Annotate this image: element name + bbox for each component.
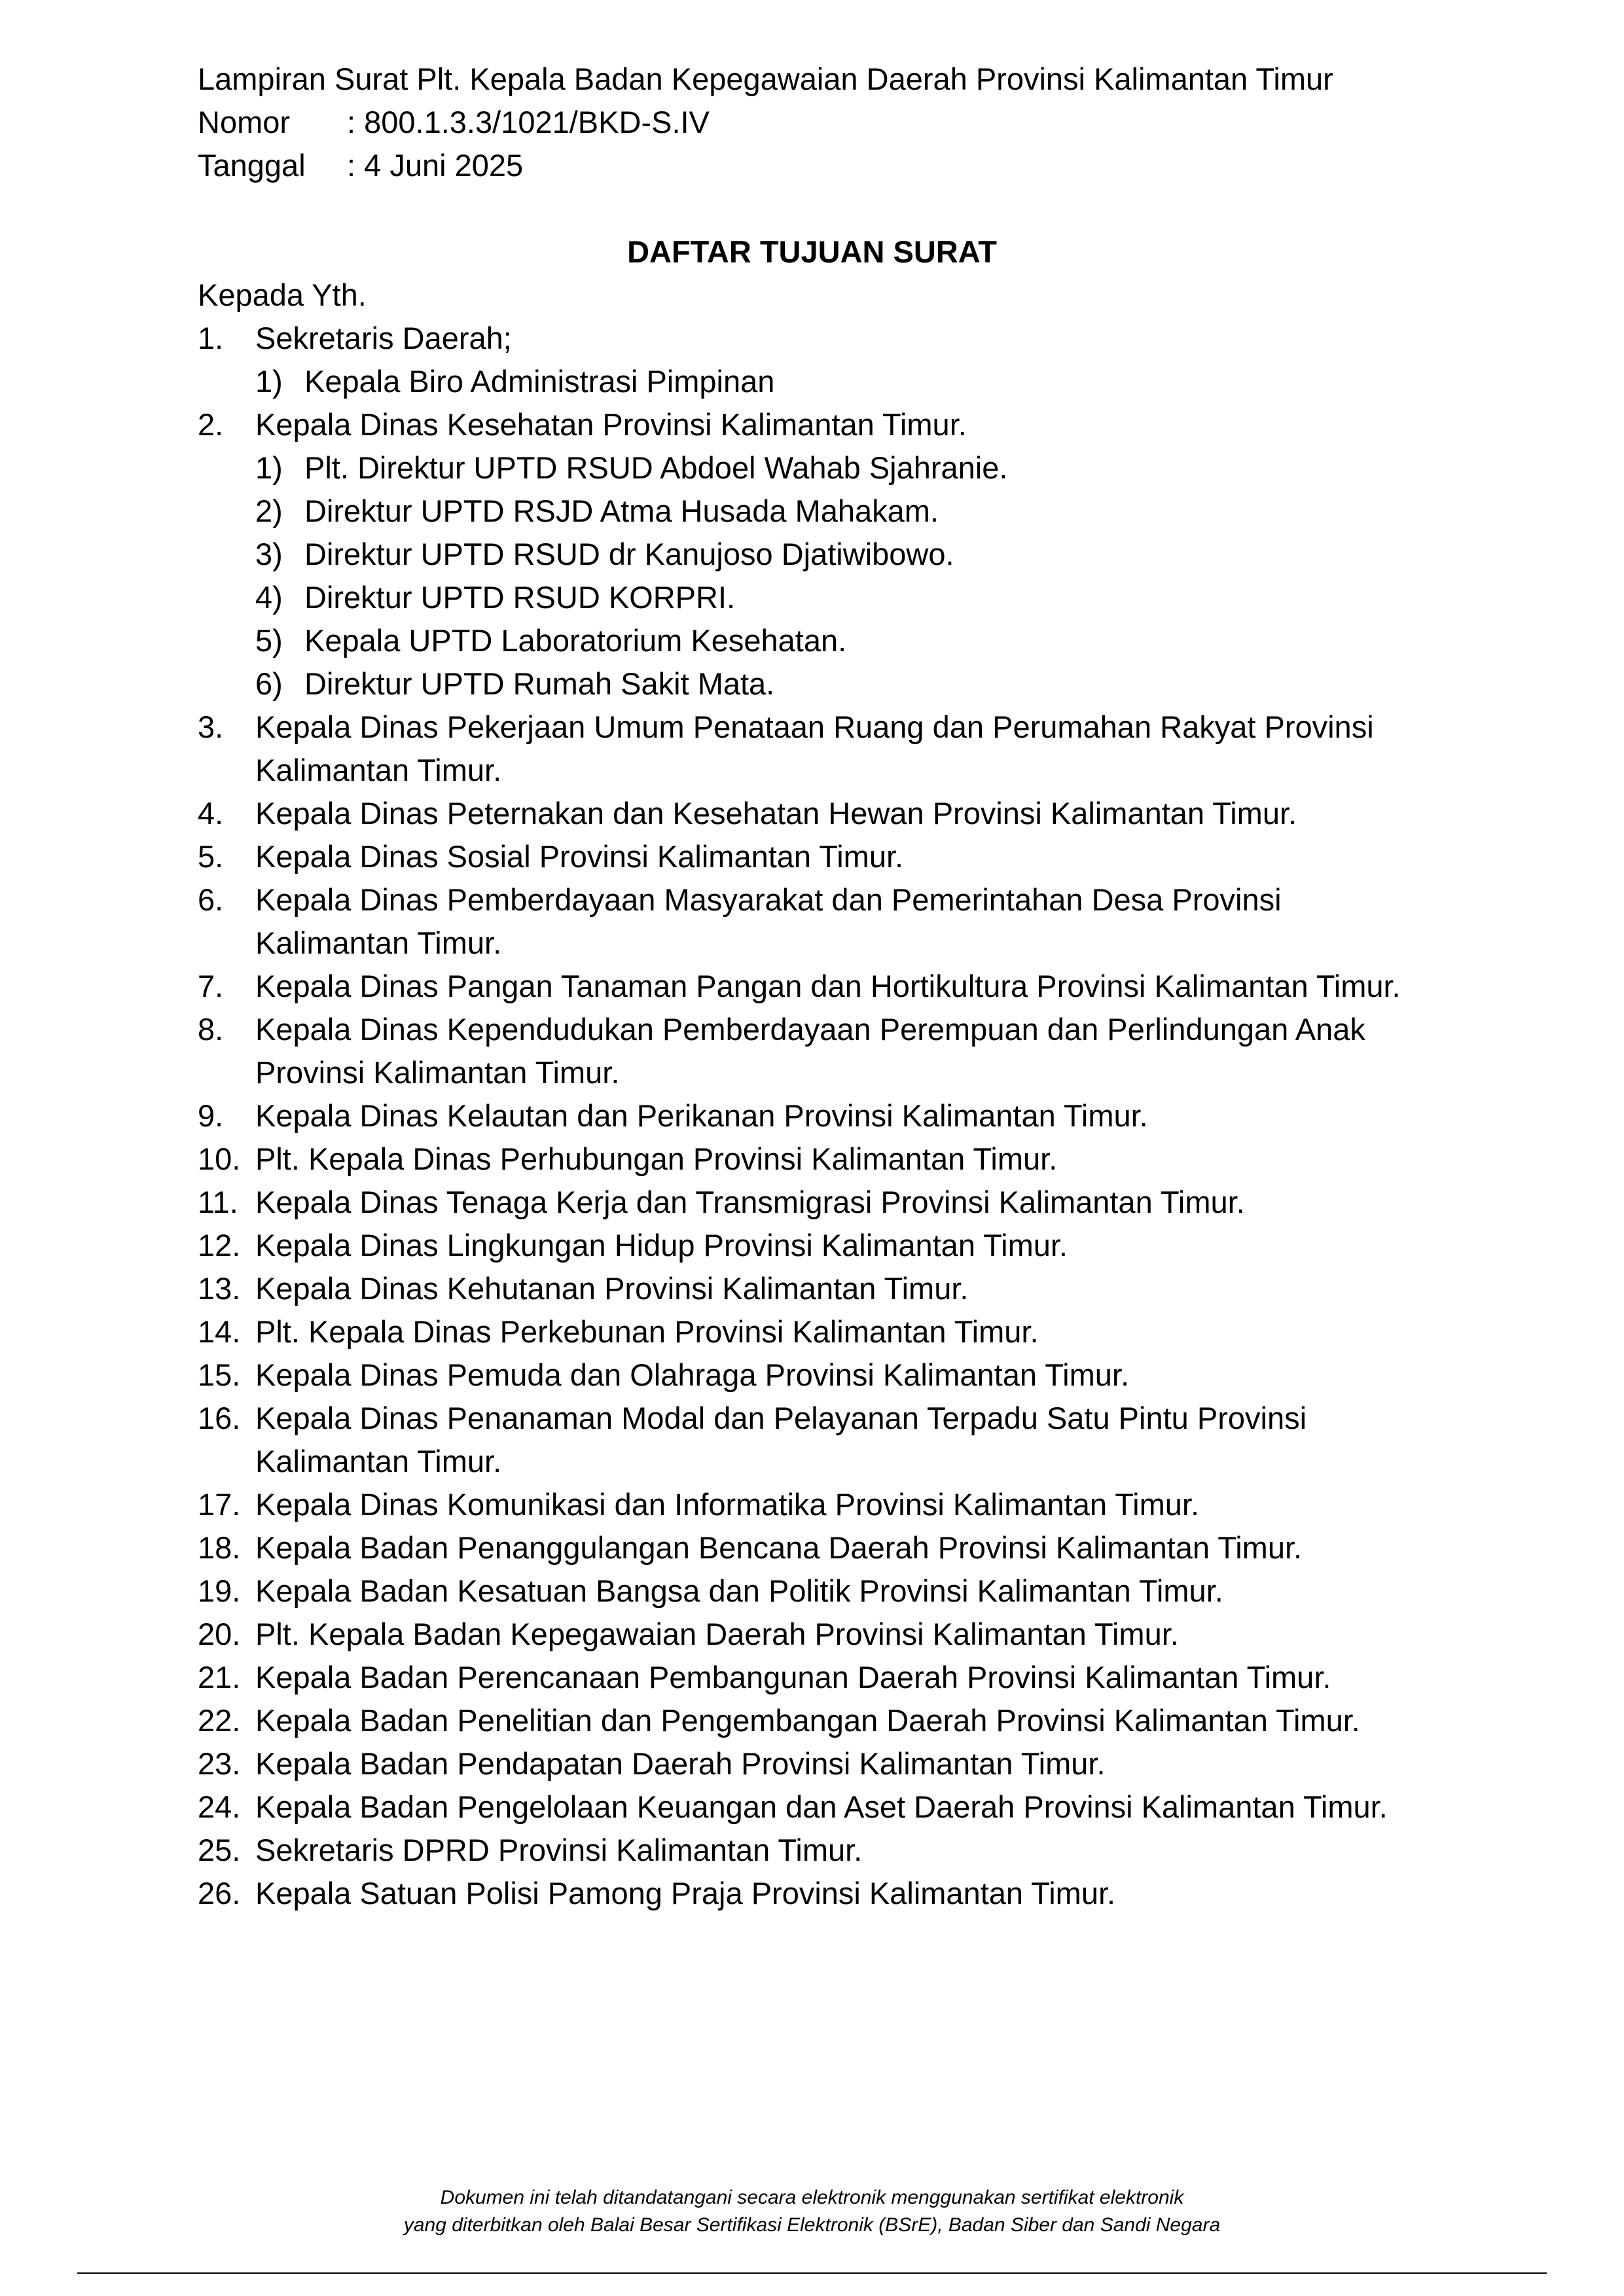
recipient-number: 13. xyxy=(198,1271,241,1306)
recipient-item xyxy=(198,317,1441,403)
recipient-text: Kepala Dinas Pangan Tanaman Pangan dan Hortikultura Provinsi Kalimantan Timur. xyxy=(255,969,1401,1003)
recipient-number: 6. xyxy=(198,882,224,917)
recipient-subitem-text: Plt. Direktur UPTD RSUD Abdoel Wahab Sjahranie. xyxy=(304,450,1008,485)
recipient-subitem-text: Direktur UPTD RSUD dr Kanujoso Djatiwibowo. xyxy=(304,537,954,571)
recipient-number: 2. xyxy=(198,407,224,442)
recipient-number: 5. xyxy=(198,839,224,874)
recipient-subitem-number: 4) xyxy=(255,580,283,615)
recipient-item xyxy=(198,1872,1441,1915)
recipient-text: Kepala Badan Penanggulangan Bencana Daerah Provinsi Kalimantan Timur. xyxy=(255,1530,1303,1565)
tanggal-row xyxy=(198,144,1333,187)
recipient-subitem xyxy=(255,662,1441,706)
recipient-subitem-number: 5) xyxy=(255,623,283,658)
recipient-item xyxy=(198,1742,1441,1785)
recipient-text: Kepala Dinas Pekerjaan Umum Penataan Ruang dan Perumahan Rakyat Provinsi Kalimantan Timur. xyxy=(255,709,1374,787)
recipient-item xyxy=(198,1483,1441,1526)
recipient-number: 18. xyxy=(198,1530,241,1565)
recipient-text: Kepala Badan Perencanaan Pembangunan Daerah Provinsi Kalimantan Timur. xyxy=(255,1660,1331,1695)
recipient-text: Kepala Badan Penelitian dan Pengembangan Daerah Provinsi Kalimantan Timur. xyxy=(255,1703,1360,1738)
recipient-number: 23. xyxy=(198,1746,241,1781)
recipient-text: Sekretaris DPRD Provinsi Kalimantan Timur. xyxy=(255,1833,863,1867)
recipient-text: Sekretaris Daerah; xyxy=(255,321,512,355)
recipient-number: 9. xyxy=(198,1098,224,1133)
recipient-number: 14. xyxy=(198,1314,241,1349)
salutation: Kepada Yth. xyxy=(198,278,367,312)
e-signature-note-line-2: yang diterbitkan oleh Balai Besar Sertifikasi Elektronik (BSrE), Badan Siber dan Sandi Negara xyxy=(403,2214,1221,2236)
recipient-item xyxy=(198,1613,1441,1656)
recipient-item xyxy=(198,792,1441,835)
recipient-item xyxy=(198,1094,1441,1138)
recipient-item xyxy=(198,1397,1441,1483)
recipient-text: Plt. Kepala Dinas Perhubungan Provinsi Kalimantan Timur. xyxy=(255,1141,1058,1176)
recipient-subitem-text: Direktur UPTD RSJD Atma Husada Mahakam. xyxy=(304,493,939,528)
footer-divider xyxy=(77,2272,1547,2274)
recipient-subitem-number: 6) xyxy=(255,666,283,701)
recipient-subitem-text: Direktur UPTD Rumah Sakit Mata. xyxy=(304,666,775,701)
recipient-number: 19. xyxy=(198,1573,241,1608)
recipient-subitem xyxy=(255,446,1441,490)
recipient-subitem xyxy=(255,619,1441,662)
recipient-text: Kepala Dinas Pemberdayaan Masyarakat dan Pemerintahan Desa Provinsi Kalimantan Timur. xyxy=(255,882,1282,960)
nomor-row xyxy=(198,101,1333,144)
recipient-subitem xyxy=(255,360,1441,403)
recipient-sublist xyxy=(255,446,1441,706)
recipient-text: Kepala Dinas Peternakan dan Kesehatan Hewan Provinsi Kalimantan Timur. xyxy=(255,796,1297,831)
recipient-number: 20. xyxy=(198,1617,241,1651)
recipient-text: Plt. Kepala Dinas Perkebunan Provinsi Kalimantan Timur. xyxy=(255,1314,1039,1349)
recipient-text: Kepala Badan Pendapatan Daerah Provinsi Kalimantan Timur. xyxy=(255,1746,1106,1781)
recipient-item xyxy=(198,965,1441,1008)
recipient-subitem-number: 1) xyxy=(255,364,283,399)
recipient-text: Kepala Dinas Kependudukan Pemberdayaan Perempuan dan Perlindungan Anak Provinsi Kalimantan Timur. xyxy=(255,1012,1365,1090)
recipient-item xyxy=(198,706,1441,792)
recipient-sublist xyxy=(255,360,1441,403)
nomor-value: : 800.1.3.3/1021/BKD-S.IV xyxy=(347,105,710,139)
recipient-subitem-number: 3) xyxy=(255,537,283,571)
document-title: DAFTAR TUJUAN SURAT xyxy=(627,234,997,269)
recipient-number: 1. xyxy=(198,321,224,355)
recipient-text: Kepala Dinas Kesehatan Provinsi Kalimantan Timur. xyxy=(255,407,967,442)
recipient-item xyxy=(198,835,1441,878)
recipient-subitem-text: Direktur UPTD RSUD KORPRI. xyxy=(304,580,736,615)
recipient-item xyxy=(198,1267,1441,1310)
recipient-text: Kepala Dinas Sosial Provinsi Kalimantan Timur. xyxy=(255,839,904,874)
recipient-text: Kepala Dinas Lingkungan Hidup Provinsi Kalimantan Timur. xyxy=(255,1228,1068,1263)
recipient-number: 4. xyxy=(198,796,224,831)
recipient-item xyxy=(198,1526,1441,1570)
recipient-subitem-text: Kepala Biro Administrasi Pimpinan xyxy=(304,364,775,399)
recipient-text: Kepala Badan Kesatuan Bangsa dan Politik Provinsi Kalimantan Timur. xyxy=(255,1573,1223,1608)
recipient-text: Kepala Dinas Tenaga Kerja dan Transmigrasi Provinsi Kalimantan Timur. xyxy=(255,1185,1245,1219)
recipient-number: 26. xyxy=(198,1876,241,1910)
recipient-number: 7. xyxy=(198,969,224,1003)
recipient-item xyxy=(198,1138,1441,1181)
recipient-item xyxy=(198,1829,1441,1872)
e-signature-note xyxy=(0,2184,1624,2239)
recipient-text: Kepala Dinas Komunikasi dan Informatika Provinsi Kalimantan Timur. xyxy=(255,1487,1200,1522)
nomor-label: Nomor xyxy=(198,105,291,139)
recipient-number: 11. xyxy=(198,1185,238,1219)
recipient-list xyxy=(198,317,1441,1915)
recipient-text: Kepala Satuan Polisi Pamong Praja Provinsi Kalimantan Timur. xyxy=(255,1876,1116,1910)
recipient-subitem-text: Kepala UPTD Laboratorium Kesehatan. xyxy=(304,623,847,658)
recipient-text: Kepala Dinas Pemuda dan Olahraga Provinsi Kalimantan Timur. xyxy=(255,1357,1130,1392)
recipient-item xyxy=(198,1310,1441,1354)
recipient-item xyxy=(198,1354,1441,1397)
recipient-number: 21. xyxy=(198,1660,241,1695)
recipient-text: Kepala Dinas Kelautan dan Perikanan Provinsi Kalimantan Timur. xyxy=(255,1098,1148,1133)
recipient-number: 10. xyxy=(198,1141,241,1176)
recipient-item xyxy=(198,1656,1441,1699)
recipient-text: Kepala Badan Pengelolaan Keuangan dan Aset Daerah Provinsi Kalimantan Timur. xyxy=(255,1789,1388,1824)
recipient-subitem-number: 1) xyxy=(255,450,283,485)
recipient-subitem-number: 2) xyxy=(255,493,283,528)
recipient-item xyxy=(198,1699,1441,1742)
e-signature-note-line-1: Dokumen ini telah ditandatangani secara elektronik menggunakan sertifikat elektronik xyxy=(440,2187,1184,2208)
recipient-subitem xyxy=(255,490,1441,533)
recipient-item xyxy=(198,1570,1441,1613)
attachment-title: Lampiran Surat Plt. Kepala Badan Kepegawaian Daerah Provinsi Kalimantan Timur xyxy=(198,62,1333,96)
recipient-number: 15. xyxy=(198,1357,241,1392)
tanggal-label: Tanggal xyxy=(198,148,306,183)
recipient-number: 8. xyxy=(198,1012,224,1047)
recipient-item xyxy=(198,403,1441,706)
recipient-number: 25. xyxy=(198,1833,241,1867)
recipient-number: 22. xyxy=(198,1703,241,1738)
recipient-item xyxy=(198,1008,1441,1094)
recipient-number: 3. xyxy=(198,709,224,744)
recipient-item xyxy=(198,1181,1441,1224)
recipient-number: 24. xyxy=(198,1789,241,1824)
recipient-number: 17. xyxy=(198,1487,241,1522)
recipient-item xyxy=(198,1785,1441,1829)
recipient-subitem xyxy=(255,576,1441,619)
recipient-text: Kepala Dinas Penanaman Modal dan Pelayanan Terpadu Satu Pintu Provinsi Kalimantan Timur. xyxy=(255,1401,1307,1479)
tanggal-value: : 4 Juni 2025 xyxy=(347,148,524,183)
recipient-number: 12. xyxy=(198,1228,241,1263)
recipient-item xyxy=(198,1224,1441,1267)
recipient-subitem xyxy=(255,533,1441,576)
recipient-item xyxy=(198,878,1441,965)
recipient-text: Kepala Dinas Kehutanan Provinsi Kalimantan Timur. xyxy=(255,1271,969,1306)
recipient-text: Plt. Kepala Badan Kepegawaian Daerah Provinsi Kalimantan Timur. xyxy=(255,1617,1179,1651)
letter-header xyxy=(198,58,1333,187)
recipient-number: 16. xyxy=(198,1401,241,1435)
